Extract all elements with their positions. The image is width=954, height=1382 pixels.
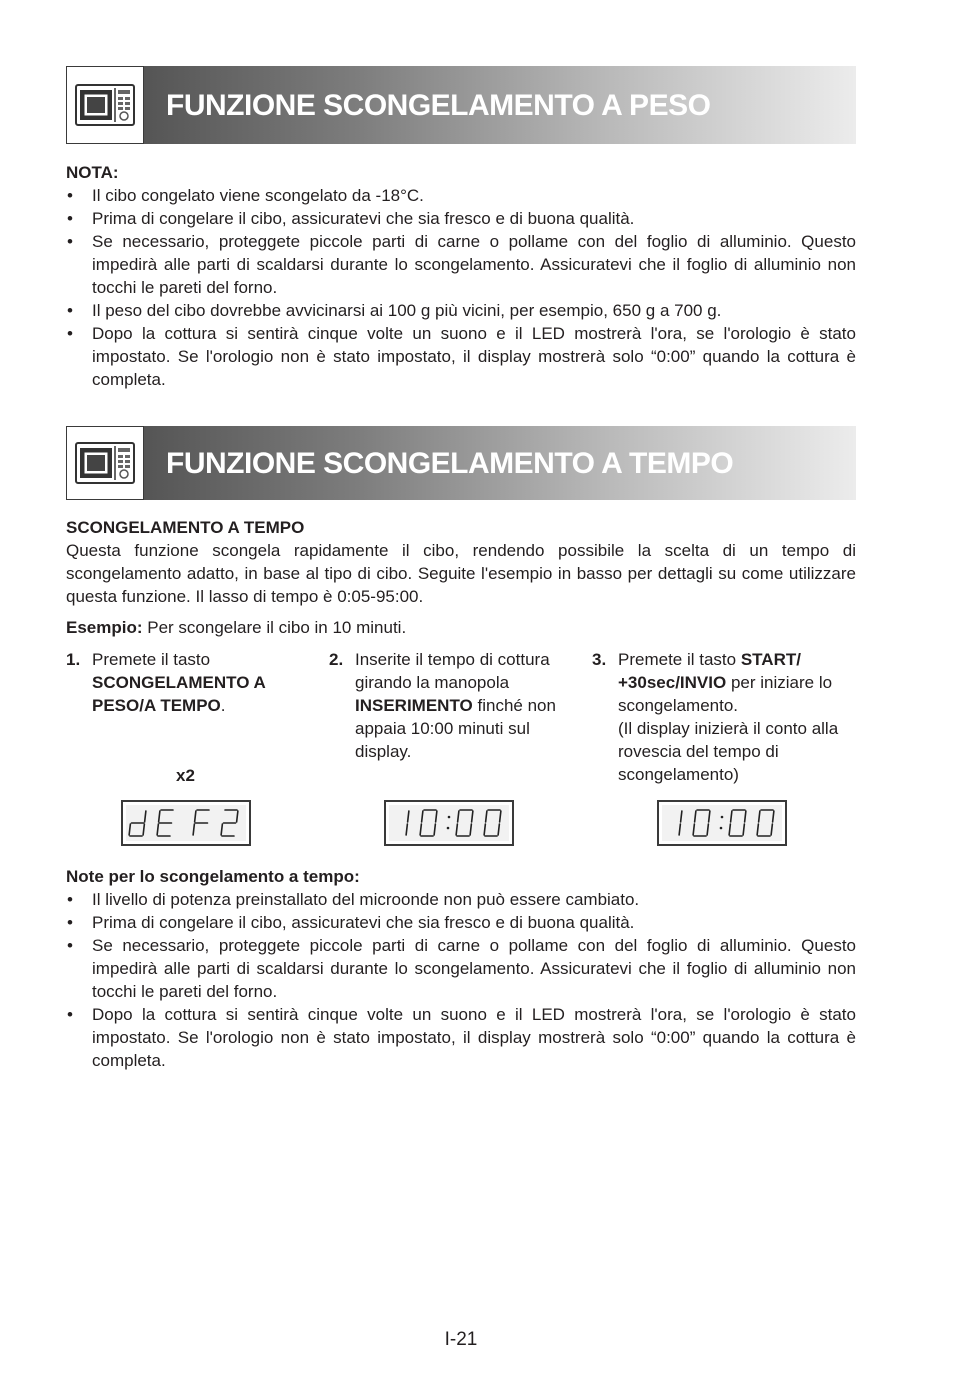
- bullet-item: • Dopo la cottura si sentirà cinque volte un suono e il LED mostrerà l'ora, se l'orologio è stato impostato. Se l'orologio non è stato impostato, il display mostrerà solo “0:00” quando la cottura è completa.: [66, 322, 856, 391]
- lcd-segment: [500, 811, 501, 822]
- bullet-item: • Prima di congelare il cibo, assicuratevi che sia fresco e di buona qualità.: [66, 911, 856, 934]
- step-text: [92, 648, 292, 717]
- step-text-part: per iniziare lo scongelamento.: [618, 673, 833, 715]
- lcd-segment: [193, 824, 194, 835]
- section-title: FUNZIONE SCONGELAMENTO A TEMPO: [166, 446, 734, 480]
- lcd-segment: [456, 824, 457, 835]
- section-header-time-defrost: [66, 426, 856, 500]
- lcd-display-step-1: [121, 800, 251, 846]
- section-header-weight-defrost: [66, 66, 856, 144]
- example-label: Esempio:: [66, 618, 143, 637]
- example-line: [66, 616, 856, 639]
- step-text-part: .: [220, 696, 226, 715]
- lcd-segment: [498, 824, 499, 835]
- lcd-segment: [436, 811, 437, 822]
- subtitle: SCONGELAMENTO A TEMPO: [66, 518, 305, 537]
- lcd-segment: [771, 824, 772, 835]
- lcd-segment: [709, 811, 710, 822]
- lcd-segment: [484, 824, 485, 835]
- lcd-segment: [681, 811, 682, 822]
- lcd-colon-dot: [448, 816, 451, 819]
- lcd-colon-dot: [447, 827, 450, 830]
- example-text: Per scongelare il cibo in 10 minuti.: [142, 618, 407, 637]
- bullet-item: • Il peso del cibo dovrebbe avvicinarsi ai 100 g più vicini, per esempio, 650 g a 700 g.: [66, 299, 856, 322]
- notes-label: Note per lo scongelamento a tempo:: [66, 867, 360, 886]
- step-number: 1.: [66, 650, 81, 669]
- bullet-item: • Se necessario, proteggete piccole parti di carne o pollame con del foglio di alluminio. Questo impedirà alle parti di scaldarsi durante lo scongelamento. Assicuratevi che il foglio di alluminio non tocchi le pareti del forno.: [66, 230, 856, 299]
- lcd-segment: [237, 811, 238, 822]
- lcd-segment: [695, 811, 696, 822]
- step-text-part: Inserite il tempo di cottura girando la manopola: [355, 650, 550, 692]
- lcd-segment: [773, 811, 774, 822]
- lcd-segment: [195, 811, 196, 822]
- note-label: NOTA:: [66, 163, 119, 182]
- press-count: x2: [176, 766, 195, 785]
- step-text: [355, 648, 570, 763]
- steps-row: [66, 648, 856, 848]
- lcd-digits: [123, 802, 249, 844]
- step-text-part: Premete il tasto: [618, 650, 741, 669]
- time-defrost-intro: [66, 516, 856, 639]
- lcd-display-step-2: [384, 800, 514, 846]
- lcd-segment: [422, 811, 423, 822]
- lcd-segment: [157, 824, 158, 835]
- step-number: 2.: [329, 650, 344, 669]
- key-name: SCONGELAMENTO A PESO/A TEMPO: [92, 673, 266, 715]
- note-block: [66, 161, 856, 391]
- section-title: FUNZIONE SCONGELAMENTO A PESO: [166, 88, 711, 122]
- bullet-item: • Se necessario, proteggete piccole parti di carne o pollame con del foglio di alluminio. Questo impedirà alle parti di scaldarsi durante lo scongelamento. Assicuratevi che il foglio di alluminio non tocchi le pareti del forno.: [66, 934, 856, 1003]
- time-defrost-notes: [66, 865, 856, 1072]
- key-name: START/ +30sec/INVIO: [618, 650, 801, 692]
- step-text: [618, 648, 850, 786]
- lcd-segment: [434, 824, 435, 835]
- lcd-segment: [470, 824, 471, 835]
- lcd-segment: [757, 824, 758, 835]
- header-bar: [144, 66, 856, 144]
- step-text-part: Premete il tasto: [92, 650, 211, 669]
- note-list: [66, 184, 856, 391]
- lcd-segment: [472, 811, 473, 822]
- bullet-item: • Dopo la cottura si sentirà cinque volte un suono e il LED mostrerà l'ora, se l'orologio è stato impostato. Se l'orologio non è stato impostato, il display mostrerà solo “0:00” quando la cottura è completa.: [66, 1003, 856, 1072]
- step-text-part: (Il display inizierà il conto alla rovescia del tempo di scongelamento): [618, 719, 839, 784]
- lcd-display-step-3: [657, 800, 787, 846]
- lcd-segment: [406, 824, 407, 835]
- bullet-item: • Il cibo congelato viene scongelato da -18°C.: [66, 184, 856, 207]
- lcd-segment: [143, 824, 144, 835]
- lcd-segment: [129, 824, 130, 835]
- lcd-digits: [659, 802, 785, 844]
- step-text-part: finché non appaia 10:00 minuti sul display.: [355, 696, 556, 761]
- lcd-segment: [145, 811, 146, 822]
- lcd-segment: [759, 811, 760, 822]
- lcd-segment: [679, 824, 680, 835]
- lcd-segment: [458, 811, 459, 822]
- lcd-segment: [420, 824, 421, 835]
- lcd-digits: [386, 802, 512, 844]
- lcd-segment: [408, 811, 409, 822]
- lcd-segment: [743, 824, 744, 835]
- key-name: INSERIMENTO: [355, 696, 473, 715]
- lcd-colon-dot: [720, 827, 723, 830]
- lcd-segment: [745, 811, 746, 822]
- microwave-icon: [66, 426, 144, 500]
- intro-paragraph: Questa funzione scongela rapidamente il cibo, rendendo possibile la scelta di un tempo di scongelamento adatto, in base al tipo di cibo. Seguite l'esempio in basso per dettagli su come utilizzare questa funzione. Il lasso di tempo è 0:05-95:00.: [66, 541, 856, 606]
- lcd-segment: [486, 811, 487, 822]
- lcd-colon-dot: [721, 816, 724, 819]
- lcd-segment: [693, 824, 694, 835]
- bullet-item: • Prima di congelare il cibo, assicuratevi che sia fresco e di buona qualità.: [66, 207, 856, 230]
- lcd-segment: [729, 824, 730, 835]
- lcd-segment: [221, 824, 222, 835]
- lcd-segment: [731, 811, 732, 822]
- bullet-item: • Il livello di potenza preinstallato del microonde non può essere cambiato.: [66, 888, 856, 911]
- lcd-segment: [159, 811, 160, 822]
- step-number: 3.: [592, 650, 607, 669]
- lcd-segment: [707, 824, 708, 835]
- microwave-icon: [66, 66, 144, 144]
- notes-list: [66, 888, 856, 1072]
- header-bar: [144, 426, 856, 500]
- page-number: I-21: [444, 1329, 478, 1350]
